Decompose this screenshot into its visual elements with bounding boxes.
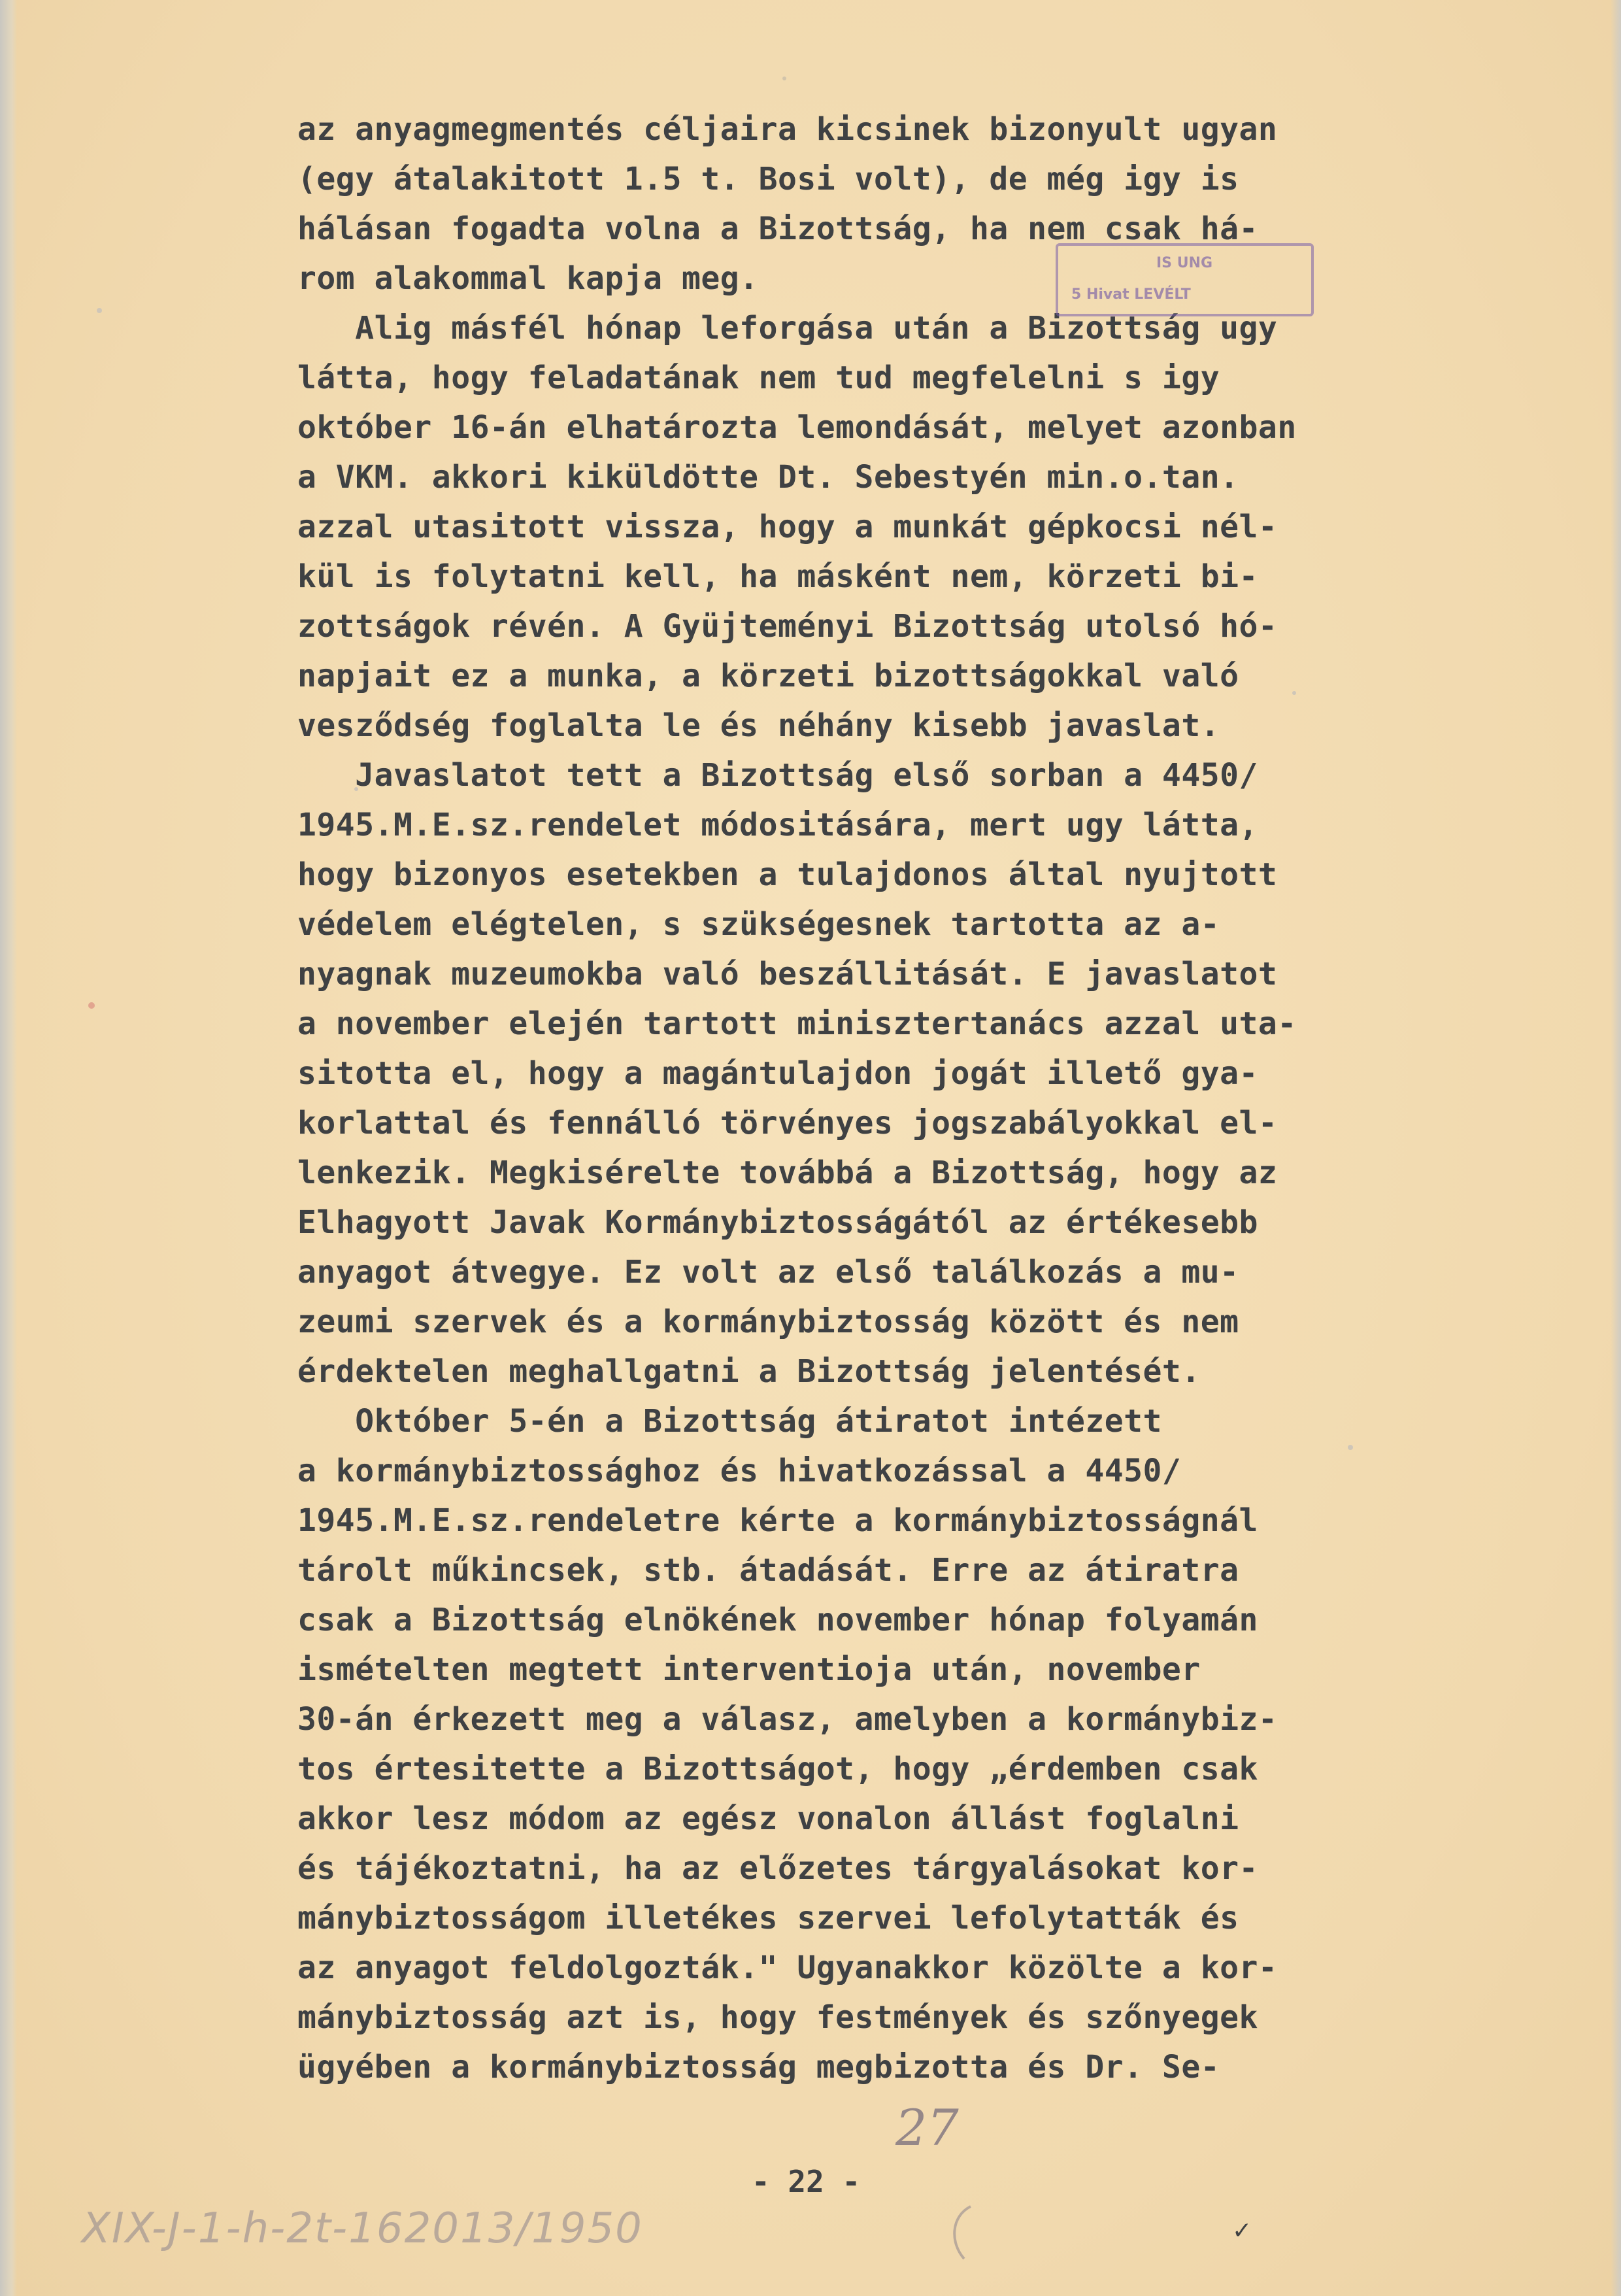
archive-stamp xyxy=(1056,243,1314,316)
text-line: ügyében a kormánybiztosság megbizotta és Dr. Se- xyxy=(297,2049,1220,2085)
text-line: Elhagyott Javak Kormánybiztosságától az értékesebb xyxy=(297,1204,1258,1241)
text-line: és tájékoztatni, ha az előzetes tárgyalásokat kor- xyxy=(297,1850,1258,1887)
text-line: nyagnak muzeumokba való beszállitását. E javaslatot xyxy=(297,956,1278,992)
text-line: anyagot átvegye. Ez volt az első találkozás a mu- xyxy=(297,1254,1239,1291)
text-line: Október 5-én a Bizottság átiratot intézett xyxy=(297,1403,1162,1440)
stamp-line-2: 5 Hivat LEVÉLT xyxy=(1071,286,1191,303)
text-line: akkor lesz módom az egész vonalon állást foglalni xyxy=(297,1800,1239,1837)
text-line: azzal utasitott vissza, hogy a munkát gépkocsi nél- xyxy=(297,509,1278,545)
text-line: látta, hogy feladatának nem tud megfelelni s igy xyxy=(297,360,1220,396)
text-line: korlattal és fennálló törvényes jogszabályokkal el- xyxy=(297,1105,1278,1141)
text-line: csak a Bizottság elnökének november hónap folyamán xyxy=(297,1602,1258,1638)
pencil-scribble-icon xyxy=(944,2203,984,2262)
text-line: tárolt műkincsek, stb. átadását. Erre az átiratra xyxy=(297,1552,1239,1589)
text-line: érdektelen meghallgatni a Bizottság jelentését. xyxy=(297,1353,1201,1390)
text-line: hogy bizonyos esetekben a tulajdonos által nyujtott xyxy=(297,856,1278,893)
text-line: hálásan fogadta volna a Bizottság, ha nem csak há- xyxy=(297,211,1258,247)
text-line: mánybiztosság azt is, hogy festmények és szőnyegek xyxy=(297,1999,1258,2036)
text-line: az anyagmegmentés céljaira kicsinek bizonyult ugyan xyxy=(297,111,1278,148)
archive-reference: XIX-J-1-h-2t-162013/1950 xyxy=(82,2204,643,2253)
text-line: védelem elégtelen, s szükségesnek tartotta az a- xyxy=(297,906,1220,943)
check-mark-icon: ✓ xyxy=(1232,2218,1252,2244)
text-line: a kormánybiztossághoz és hivatkozással a 4450/ xyxy=(297,1453,1182,1489)
text-line: mánybiztosságom illetékes szervei lefolytatták és xyxy=(297,1900,1239,1936)
handwritten-folio-number: 27 xyxy=(895,2099,959,2157)
text-line: (egy átalakitott 1.5 t. Bosi volt), de még igy is xyxy=(297,161,1239,197)
stamp-line-1: IS UNG xyxy=(1156,255,1213,271)
text-line: ismételten megtett interventioja után, november xyxy=(297,1651,1201,1688)
text-line: 1945.M.E.sz.rendeletre kérte a kormánybiztosságnál xyxy=(297,1502,1258,1539)
text-line: a VKM. akkori kiküldötte Dt. Sebestyén min.o.tan. xyxy=(297,459,1239,496)
text-line: rom alakommal kapja meg. xyxy=(297,260,759,297)
text-line: zottságok révén. A Gyüjteményi Bizottság utolsó hó- xyxy=(297,608,1278,645)
text-line: 30-án érkezett meg a válasz, amelyben a kormánybiz- xyxy=(297,1701,1278,1738)
page-number: - 22 - xyxy=(752,2164,861,2199)
text-line: az anyagot feldolgozták." Ugyanakkor közölte a kor- xyxy=(297,1950,1278,1986)
text-line: tos értesitette a Bizottságot, hogy „érdemben csak xyxy=(297,1751,1258,1787)
text-line: sitotta el, hogy a magántulajdon jogát illető gya- xyxy=(297,1055,1258,1092)
text-line: Javaslatot tett a Bizottság első sorban a 4450/ xyxy=(297,757,1258,794)
text-line: kül is folytatni kell, ha másként nem, körzeti bi- xyxy=(297,558,1258,595)
text-line: a november elején tartott minisztertanács azzal uta- xyxy=(297,1005,1297,1042)
text-line: október 16-án elhatározta lemondását, melyet azonban xyxy=(297,409,1297,446)
text-line: 1945.M.E.sz.rendelet módositására, mert ugy látta, xyxy=(297,807,1258,843)
text-line: zeumi szervek és a kormánybiztosság között és nem xyxy=(297,1304,1239,1340)
text-line: lenkezik. Megkisérelte továbbá a Bizottság, hogy az xyxy=(297,1155,1278,1191)
text-line: vesződség foglalta le és néhány kisebb javaslat. xyxy=(297,707,1220,744)
text-line: napjait ez a munka, a körzeti bizottságokkal való xyxy=(297,658,1239,694)
text-line: Alig másfél hónap leforgása után a Bizottság ugy xyxy=(297,310,1278,346)
